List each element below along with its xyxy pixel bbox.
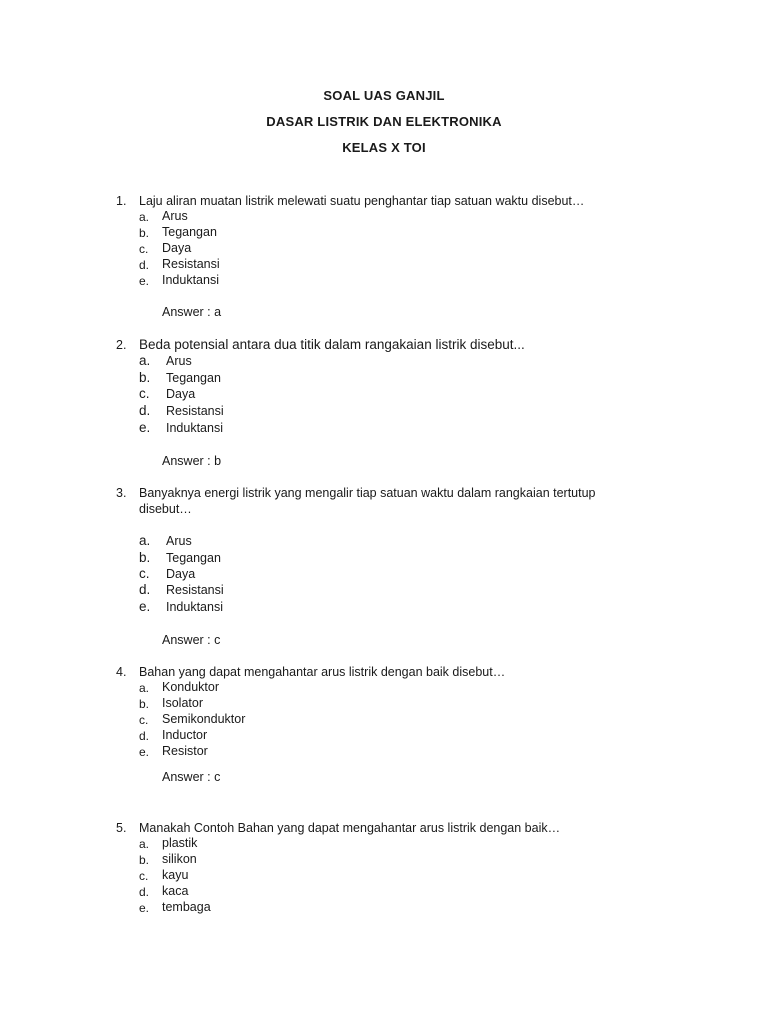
option-letter: c. (139, 566, 150, 581)
answer-text: Answer : c (162, 770, 221, 784)
option-text: kaca (162, 884, 189, 898)
option-text: Tegangan (162, 225, 217, 239)
option-text: Tegangan (166, 371, 221, 385)
answer-text: Answer : a (162, 305, 222, 319)
option-letter: e. (139, 745, 150, 759)
option-text: Isolator (162, 696, 203, 710)
question-text-line2: disebut… (139, 502, 192, 516)
option-text: kayu (162, 868, 189, 882)
option-text: Tegangan (166, 551, 221, 565)
option-text: tembaga (162, 900, 211, 914)
option-letter: b. (139, 697, 150, 711)
option-letter: d. (139, 729, 150, 743)
option-text: Induktansi (162, 273, 219, 287)
question-number: 1. (116, 194, 127, 208)
option-text: Daya (166, 387, 196, 401)
class-title: KELAS X TOI (342, 140, 426, 155)
answer-text: Answer : c (162, 633, 221, 647)
option-letter: a. (139, 837, 150, 851)
option-text: Inductor (162, 728, 208, 742)
question-text: Beda potensial antara dua titik dalam rangakaian listrik disebut... (139, 337, 525, 352)
option-letter: a. (139, 353, 151, 368)
option-text: silikon (162, 852, 197, 866)
option-letter: d. (139, 403, 151, 418)
option-text: plastik (162, 836, 198, 850)
question-number: 3. (116, 486, 127, 500)
option-letter: b. (139, 550, 151, 565)
exam-title: SOAL UAS GANJIL (323, 88, 445, 103)
option-letter: e. (139, 901, 150, 915)
option-text: Konduktor (162, 680, 219, 694)
option-text: Arus (166, 534, 192, 548)
subject-title: DASAR LISTRIK DAN ELEKTRONIKA (266, 114, 502, 129)
option-letter: c. (139, 869, 149, 883)
option-text: Induktansi (166, 421, 223, 435)
option-letter: c. (139, 713, 149, 727)
option-text: Daya (166, 567, 196, 581)
question-number: 2. (116, 338, 127, 352)
question-text: Bahan yang dapat mengahantar arus listrik dengan baik disebut… (139, 665, 506, 679)
answer-text: Answer : b (162, 454, 222, 468)
option-text: Resistansi (166, 583, 224, 597)
option-letter: d. (139, 885, 150, 899)
option-letter: d. (139, 582, 151, 597)
option-text: Resistansi (162, 257, 220, 271)
option-text: Semikonduktor (162, 712, 246, 726)
option-text: Resistor (162, 744, 208, 758)
option-letter: e. (139, 599, 151, 614)
option-text: Daya (162, 241, 192, 255)
question-text-line1: Banyaknya energi listrik yang mengalir tiap satuan waktu dalam rangkaian tertutup (139, 486, 596, 500)
option-letter: a. (139, 210, 150, 224)
option-letter: c. (139, 386, 150, 401)
option-letter: d. (139, 258, 150, 272)
option-text: Arus (162, 209, 188, 223)
question-text: Manakah Contoh Bahan yang dapat mengahantar arus listrik dengan baik… (139, 821, 561, 835)
option-letter: b. (139, 226, 150, 240)
question-text: Laju aliran muatan listrik melewati suatu penghantar tiap satuan waktu disebut… (139, 194, 585, 208)
option-text: Induktansi (166, 600, 223, 614)
option-letter: e. (139, 274, 150, 288)
option-letter: c. (139, 242, 149, 256)
option-letter: a. (139, 533, 151, 548)
option-text: Resistansi (166, 404, 224, 418)
option-letter: b. (139, 370, 151, 385)
option-letter: a. (139, 681, 150, 695)
question-number: 5. (116, 821, 127, 835)
question-number: 4. (116, 665, 127, 679)
option-letter: e. (139, 420, 151, 435)
option-text: Arus (166, 354, 192, 368)
option-letter: b. (139, 853, 150, 867)
